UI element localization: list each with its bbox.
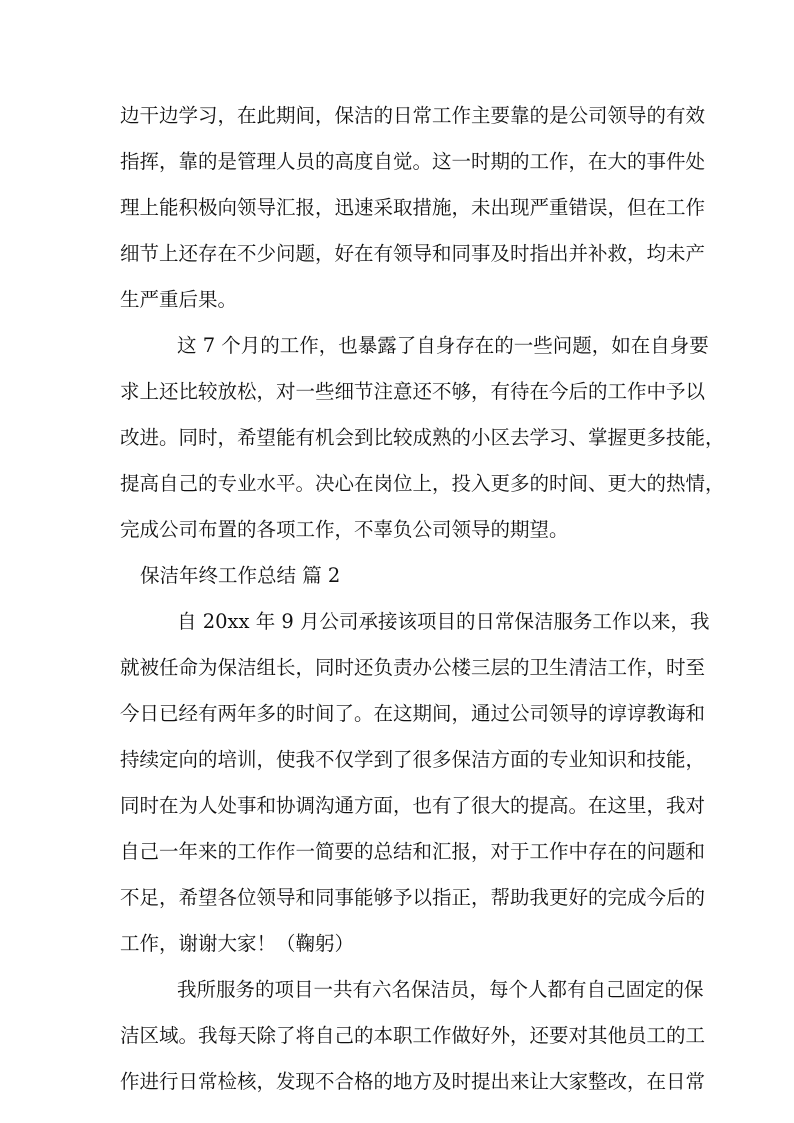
paragraph-1-line-1: 边干边学习，在此期间，保洁的日常工作主要靠的是公司领导的有效 [120, 104, 706, 127]
section-heading: 保洁年终工作总结 篇 2 [140, 564, 341, 587]
paragraph-4-line-1: 我所服务的项目一共有六名保洁员，每个人都有自己固定的保 [177, 978, 704, 1001]
paragraph-3-line-7: 不足，希望各位领导和同事能够予以指正，帮助我更好的完成今后的 [120, 886, 706, 909]
paragraph-3-line-3: 今日已经有两年多的时间了。在这期间，通过公司领导的谆谆教诲和 [120, 702, 706, 725]
paragraph-1-line-3: 理上能积极向领导汇报，迅速采取措施，未出现严重错误，但在工作 [120, 196, 706, 219]
paragraph-4-line-2: 洁区域。我每天除了将自己的本职工作做好外，还要对其他员工的工 [120, 1024, 706, 1047]
paragraph-2-line-3: 改进。同时，希望能有机会到比较成熟的小区去学习、掌握更多技能， [120, 426, 725, 449]
paragraph-2-line-2: 求上还比较放松，对一些细节注意还不够，有待在今后的工作中予以 [120, 380, 706, 403]
paragraph-1-line-5: 生严重后果。 [120, 288, 238, 311]
paragraph-3-line-2: 就被任命为保洁组长，同时还负责办公楼三层的卫生清洁工作，时至 [120, 656, 706, 679]
paragraph-1-line-4: 细节上还存在不少问题，好在有领导和同事及时指出并补救，均未产 [120, 242, 706, 265]
paragraph-2-line-1: 这 7 个月的工作，也暴露了自身存在的一些问题，如在自身要 [177, 334, 709, 357]
paragraph-3-line-5: 同时在为人处事和协调沟通方面，也有了很大的提高。在这里，我对 [120, 794, 706, 817]
paragraph-3-line-8: 工作，谢谢大家！（鞠躬） [120, 932, 355, 955]
paragraph-3-line-6: 自己一年来的工作作一简要的总结和汇报，对于工作中存在的问题和 [120, 840, 706, 863]
paragraph-3-line-1: 自 20xx 年 9 月公司承接该项目的日常保洁服务工作以来，我 [177, 610, 710, 633]
paragraph-4-line-3: 作进行日常检核，发现不合格的地方及时提出来让大家整改，在日常 [120, 1070, 706, 1093]
paragraph-2-line-4: 提高自己的专业水平。决心在岗位上，投入更多的时间、更大的热情， [120, 472, 725, 495]
paragraph-1-line-2: 指挥，靠的是管理人员的高度自觉。这一时期的工作，在大的事件处 [120, 150, 706, 173]
paragraph-3-line-4: 持续定向的培训，使我不仅学到了很多保洁方面的专业知识和技能， [120, 748, 706, 771]
paragraph-2-line-5: 完成公司布置的各项工作，不辜负公司领导的期望。 [120, 518, 569, 541]
